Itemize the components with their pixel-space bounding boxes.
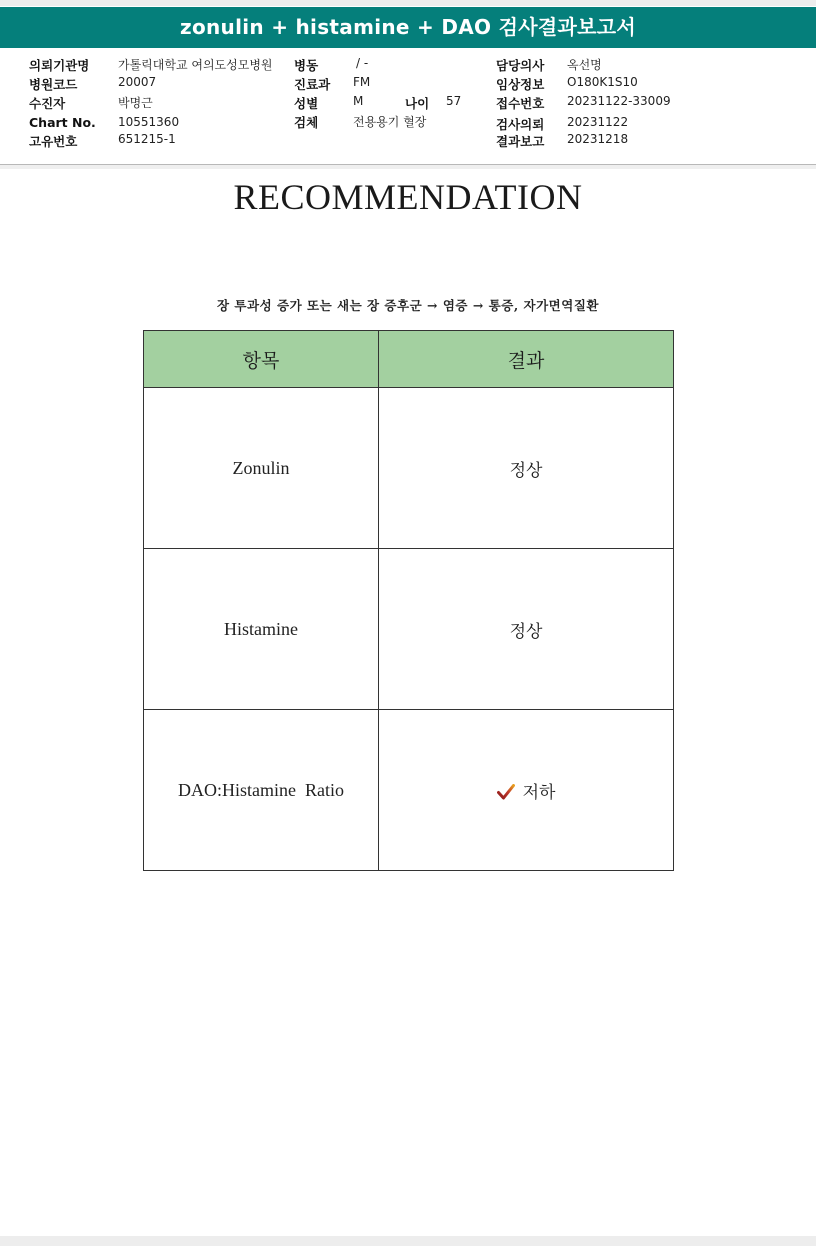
specimen-value: 전용용기 혈장: [353, 115, 427, 129]
report-date-label: 결과보고: [496, 134, 545, 149]
bottom-border-strip: [0, 1236, 816, 1246]
recommendation-title: RECOMMENDATION: [233, 177, 583, 217]
row-item-histamine: Histamine: [144, 549, 379, 710]
row-item-zonulin: Zonulin: [144, 388, 379, 549]
doctor-label: 담당의사: [496, 58, 545, 73]
result-text: 정상: [509, 621, 543, 642]
info-bottom-strip: [0, 165, 816, 169]
row-result-zonulin: [379, 388, 674, 549]
department-label: 진료과: [294, 77, 331, 92]
top-border-strip: [0, 0, 816, 6]
doctor-value: 옥선명: [567, 58, 602, 72]
check-mark-icon: [497, 784, 515, 800]
age-label: 나이: [405, 96, 430, 111]
institution-label: 의뢰기관명: [29, 58, 90, 73]
table-row: [144, 549, 674, 710]
header-result: 결과: [379, 331, 674, 388]
table-row: [144, 710, 674, 871]
ward-value: / -: [356, 56, 369, 70]
age-value: 57: [446, 94, 462, 108]
sex-label: 성별: [294, 96, 319, 111]
receipt-no-label: 접수번호: [496, 96, 545, 111]
hospital-code-label: 병원코드: [29, 77, 78, 92]
row-item-dao-ratio: DAO:Histamine Ratio: [144, 710, 379, 871]
table-header-row: [144, 331, 674, 388]
report-date-value: 20231218: [567, 132, 629, 146]
clinical-info-label: 임상정보: [496, 77, 545, 92]
row-result-histamine: [379, 549, 674, 710]
recommendation-subtitle: 장 투과성 증가 또는 새는 장 증후군 → 염증 → 통증, 자가면역질환: [217, 298, 599, 313]
unique-id-value: 651215-1: [118, 132, 176, 146]
chart-no-value: 10551360: [118, 115, 180, 129]
department-value: FM: [353, 75, 371, 89]
row-result-dao-ratio: [379, 710, 674, 871]
header-item: 항목: [144, 331, 379, 388]
unique-id-label: 고유번호: [29, 134, 78, 149]
report-title: zonulin + histamine + DAO 검사결과보고서: [0, 7, 816, 48]
receipt-no-value: 20231122-33009: [567, 94, 671, 108]
request-date-label: 검사의뢰: [496, 117, 545, 132]
clinical-info-value: O180K1S10: [567, 75, 638, 89]
hospital-code-value: 20007: [118, 75, 157, 89]
result-text: 정상: [509, 460, 543, 481]
table-row: [144, 388, 674, 549]
recipient-label: 수진자: [29, 96, 66, 111]
specimen-label: 검체: [294, 115, 319, 130]
institution-value: 가톨릭대학교 여의도성모병원: [118, 58, 273, 72]
sex-value: M: [353, 94, 364, 108]
ward-label: 병동: [294, 58, 319, 73]
patient-info-section: [0, 48, 816, 165]
result-table: [143, 330, 674, 871]
recipient-value: 박명근: [118, 96, 153, 110]
result-text: 저하: [522, 782, 556, 803]
request-date-value: 20231122: [567, 115, 629, 129]
chart-no-label: Chart No.: [29, 115, 96, 130]
